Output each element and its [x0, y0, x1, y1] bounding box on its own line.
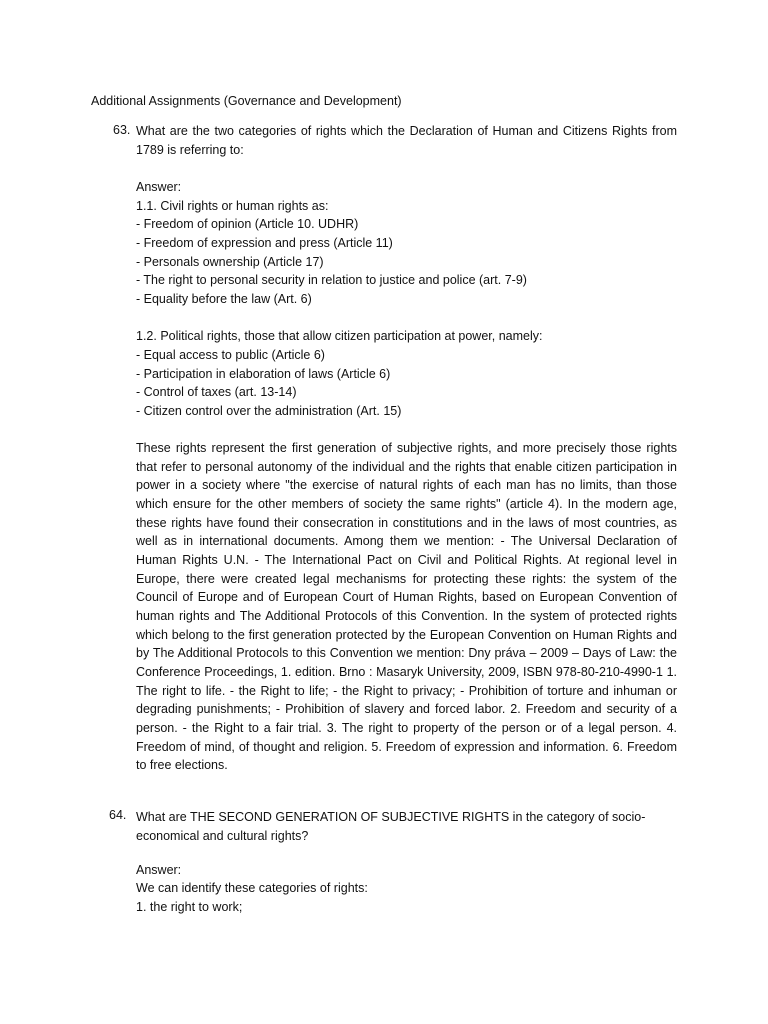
question-63-answer-label: Answer: — [136, 180, 182, 194]
political-rights-item: - Equal access to public (Article 6) — [136, 348, 325, 362]
first-generation-paragraph: These rights represent the first generation of subjective rights, and more precisely those rights that refer to personal autonomy of the individual and the rights that enable citizen participation in power in a society where "the exercise of natural rights of each man has no limits, than those which ensure for the other members of society the same rights" (article 4). In the modern age, these rights have found their consecration in constitutions and in the laws of most countries, as well as in international documents. Among them we mention: - The Universal Declaration of Human Rights U.N. - The International Pact on Civil and Political Rights. At regional level in Europe, there were created legal mechanisms for protecting these rights: the system of the Council of Europe and of European Court of Human Rights, based on European Convention of human rights and The Additional Protocols of this Convention. In the system of protected rights which belong to the first generation protected by the European Convention on Human Rights and by The Additional Protocols to this Convention we mention: Dny práva – 2009 – Days of Law: the Conference Proceedings, 1. edition. Brno : Masaryk University, 2009, ISBN 978-80-210-4990-1 1. The right to life. - the Right to life; - the Right to privacy; - Prohibition of torture and inhuman or degrading punishments; - Prohibition of slavery and forced labor. 2. Freedom and security of a person. - the Right to a fair trial. 3. The right to property of the person or of a legal person. 4. Freedom of mind, of thought and religion. 5. Freedom of expression and information. 6. Freedom to free elections. — [136, 441, 677, 773]
political-rights-title: 1.2. Political rights, those that allow citizen participation at power, namely: — [136, 329, 543, 343]
question-63-number: 63. — [113, 123, 131, 137]
civil-rights-title: 1.1. Civil rights or human rights as: — [136, 199, 329, 213]
civil-rights-item: - The right to personal security in relation to justice and police (art. 7-9) — [136, 273, 527, 287]
civil-rights-item: - Personals ownership (Article 17) — [136, 255, 324, 269]
civil-rights-item: - Freedom of opinion (Article 10. UDHR) — [136, 217, 359, 231]
question-63-text: What are the two categories of rights which the Declaration of Human and Citizens Rights from 1789 is referring to: — [136, 124, 677, 157]
political-rights-item: - Participation in elaboration of laws (Article 6) — [136, 367, 391, 381]
political-rights-item: - Citizen control over the administration (Art. 15) — [136, 404, 402, 418]
political-rights-item: - Control of taxes (art. 13-14) — [136, 385, 297, 399]
question-64-intro: We can identify these categories of rights: — [136, 881, 368, 895]
civil-rights-item: - Freedom of expression and press (Article 11) — [136, 236, 393, 250]
question-64-answer-label: Answer: — [136, 863, 182, 877]
document-heading: Additional Assignments (Governance and Development) — [91, 94, 402, 108]
question-64-number: 64. — [109, 808, 127, 822]
question-64-text: What are THE SECOND GENERATION OF SUBJECTIVE RIGHTS in the category of socio-economical and cultural rights? — [136, 810, 646, 843]
civil-rights-item: - Equality before the law (Art. 6) — [136, 292, 312, 306]
second-generation-item: 1. the right to work; — [136, 900, 243, 914]
